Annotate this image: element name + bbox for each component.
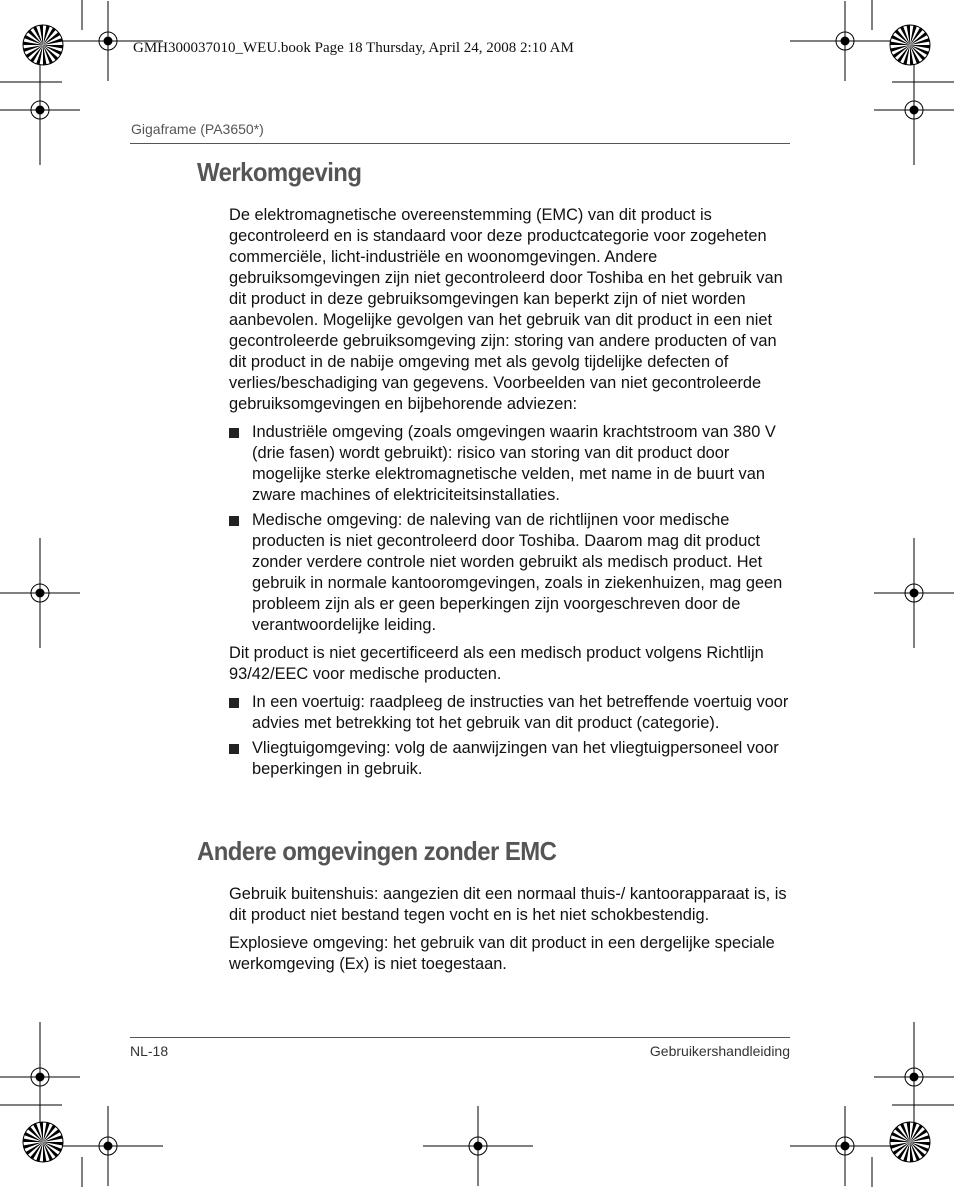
list-item: In een voertuig: raadpleeg de instructies van het betreffende voertuig voor advies met betrekking tot het gebruik van dit product (categorie). [229, 692, 791, 734]
section-title-werkomgeving: Werkomgeving [197, 157, 362, 187]
werkomgeving-body [229, 205, 791, 784]
header-rule [130, 143, 790, 144]
list-item: Industriële omgeving (zoals omgevingen waarin krachtstroom van 380 V (drie fasen) wordt gebruikt): risico van storing van dit product door mogelijke sterke elektromagnetische velden, met name in de buurt van zware machines of elektriciteitsinstallaties. [229, 422, 791, 506]
andere-omgevingen-body [229, 884, 791, 982]
print-slug: GMH300037010_WEU.book Page 18 Thursday, April 24, 2008 2:10 AM [133, 40, 574, 56]
outdoor-paragraph: Gebruik buitenshuis: aangezien dit een normaal thuis-/ kantoorapparaat is, is dit product niet bestand tegen vocht en is het niet schokbestendig. [229, 885, 787, 924]
manual-name: Gebruikershandleiding [649, 1043, 790, 1059]
explosive-paragraph: Explosieve omgeving: het gebruik van dit product in een dergelijke speciale werkomgeving (Ex) is niet toegestaan. [229, 934, 775, 973]
bullet-square-icon [229, 698, 239, 708]
bullet-square-icon [229, 428, 239, 438]
section-title-andere-omgevingen: Andere omgevingen zonder EMC [197, 836, 557, 866]
running-header: Gigaframe (PA3650*) [131, 121, 264, 137]
bullet-square-icon [229, 516, 239, 526]
list-item: Medische omgeving: de naleving van de richtlijnen voor medische producten is niet gecontroleerd door Toshiba. Daarom mag dit product zonder verdere controle niet worden gebruikt als medisch product. Het gebruik in normale kantooromgevingen, zoals in ziekenhuizen, mag geen probleem zijn als er geen beperkingen zijn voorgeschreven door de verantwoordelijke leiding. [229, 510, 791, 636]
footer-rule [130, 1037, 790, 1038]
bullet-square-icon [229, 744, 239, 754]
list-item: Vliegtuigomgeving: volg de aanwijzingen van het vliegtuigpersoneel voor beperkingen in gebruik. [229, 738, 791, 780]
page-number: NL-18 [130, 1043, 169, 1059]
intro-paragraph: De elektromagnetische overeenstemming (EMC) van dit product is gecontroleerd en is standaard voor deze productcategorie voor zogeheten commerciële, licht-industriële en woonomgevingen. Andere gebruiksomgevingen zijn niet gecontroleerd door Toshiba en het gebruik van dit product in deze gebruiksomgevingen kan beperkt zijn of niet worden aanbevolen. Mogelijke gevolgen van het gebruik van dit product in een niet gecontroleerde gebruiksomgeving zijn: storing van andere producten of van dit product in de nabije omgeving met als gevolg tijdelijke defecten of verlies/beschadiging van gegevens. Voorbeelden van niet gecontroleerde gebruiksomgevingen en bijbehorende adviezen: [229, 206, 783, 413]
medical-certification-paragraph: Dit product is niet gecertificeerd als een medisch product volgens Richtlijn 93/42/EEC voor medische producten. [229, 644, 764, 683]
